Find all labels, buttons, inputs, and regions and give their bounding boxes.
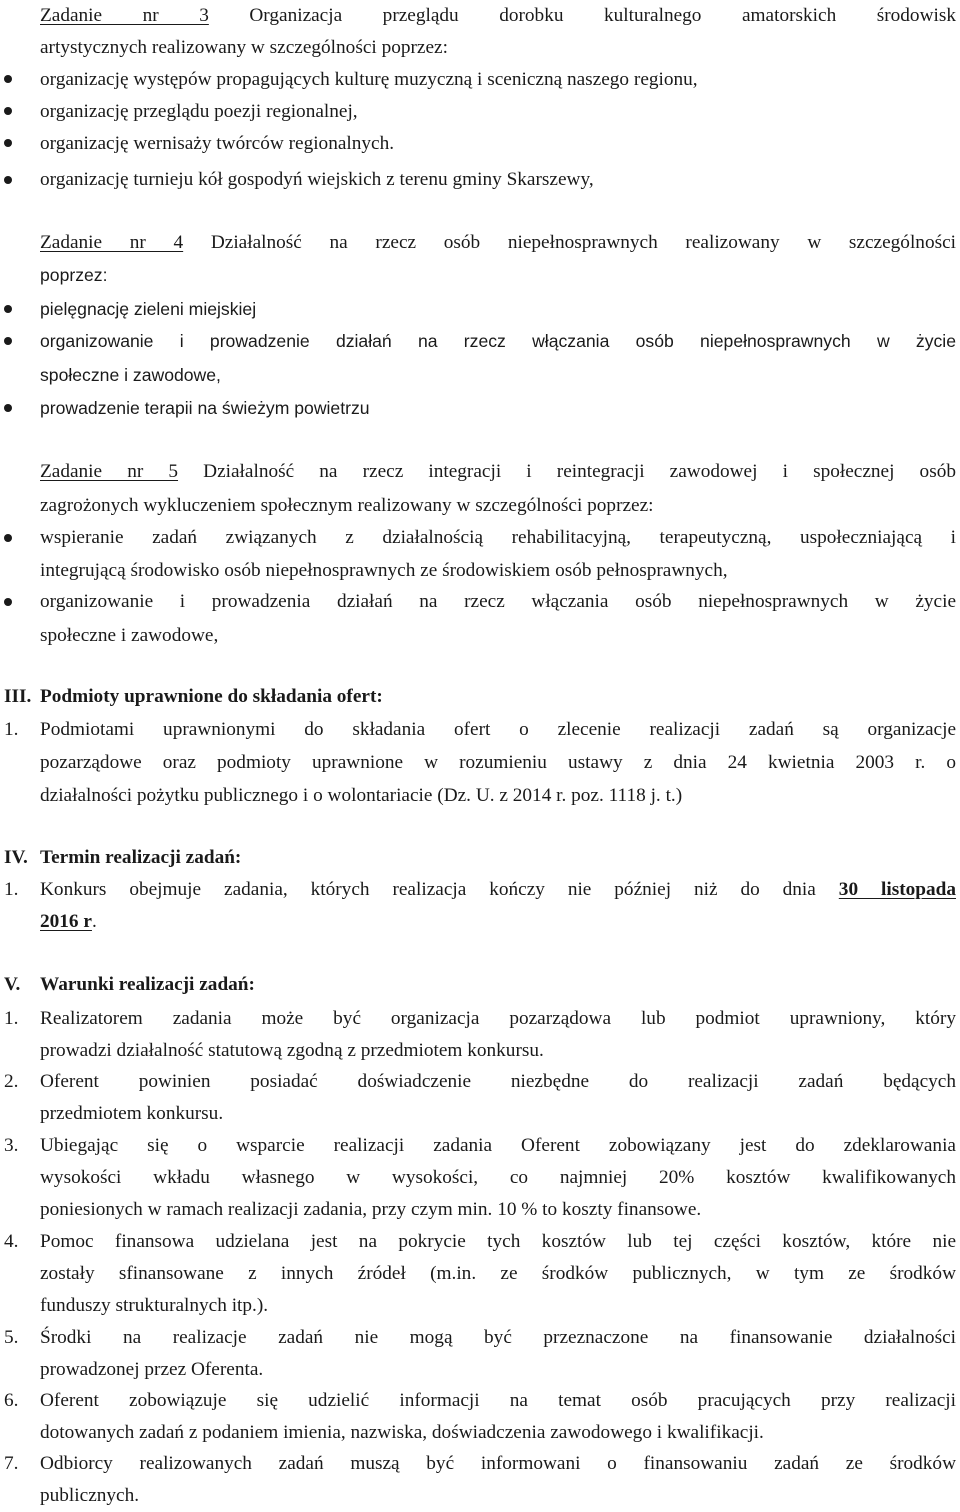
bullet-icon [4,326,14,358]
bullet-icon [4,393,14,425]
s4-point-1-line1 [40,874,956,906]
s5-point-1-line2: prowadzi działalność statutową zgodną z przedmiotem konkursu. [40,1040,544,1061]
s5-point-number: 5. [4,1327,19,1348]
s4-point-1-line2 [40,906,956,938]
s4-point-1-end: . [91,911,97,932]
section-3-title: Podmioty uprawnione do składania ofert: [40,686,383,707]
z4-label: Zadanie nr 4 [40,232,184,253]
z3-item-1: organizację występów propagujących kulturę muzyczną i sceniczną naszego regionu, [40,69,698,90]
section-5-title: Warunki realizacji zadań: [40,974,255,995]
z5-item-2-line1: organizowanie i prowadzenia działań na rzecz włączania osób niepełnosprawnych w życie [40,591,956,612]
s5-point-5-line1: Środki na realizacje zadań nie mogą być przeznaczone na finansowanie działalności [40,1327,956,1348]
s5-point-7-line1: Odbiorcy realizowanych zadań muszą być informowani o finansowaniu zadań ze środków [40,1453,956,1474]
z4-item-1: pielęgnację zieleni miejskiej [40,299,257,319]
bullet-icon [4,587,14,619]
z4-item-3: prowadzenie terapii na świeżym powietrzu [40,398,370,418]
s5-point-3-line2: wysokości wkładu własnego w wysokości, co najmniej 20% kosztów kwalifikowanych [40,1167,956,1188]
s5-point-number: 2. [4,1071,19,1092]
s5-point-4-line1: Pomoc finansowa udzielana jest na pokrycie tych kosztów lub tej części kosztów, które nie [40,1231,956,1252]
bullet-icon [4,96,14,128]
s5-point-number: 3. [4,1135,19,1156]
s5-point-number: 4. [4,1231,19,1252]
z3-item-4: organizację turnieju kół gospodyń wiejskich z terenu gminy Skarszewy, [40,169,594,190]
s5-point-7-line2: publicznych. [40,1485,140,1506]
s5-point-3-line1: Ubiegając się o wsparcie realizacji zadania Oferent zobowiązany jest do zdeklarowania [40,1135,956,1156]
bullet-icon [4,128,14,160]
section-3-number: III. [4,686,32,707]
s5-point-2-line1: Oferent powinien posiadać doświadczenie niezbędne do realizacji zadań będących [40,1071,956,1092]
s5-point-number: 7. [4,1453,19,1474]
s4-point-1-text: Konkurs obejmuje zadania, których realizacja kończy nie później niż do dnia [40,879,816,900]
bullet-icon [4,64,14,96]
section-5-number: V. [4,974,21,995]
s4-point-1-number: 1. [4,879,19,900]
z5-item-2-line2: społeczne i zawodowe, [40,625,219,646]
s5-point-number: 1. [4,1008,19,1029]
z5-heading-line [40,456,956,488]
section-4-title: Termin realizacji zadań: [40,847,242,868]
s5-point-number: 6. [4,1390,19,1411]
z4-line2: poprzez: [40,265,108,285]
s5-point-4-line3: funduszy strukturalnych itp.). [40,1295,269,1316]
z5-line2: zagrożonych wykluczeniem społecznym realizowany w szczególności poprzez: [40,495,654,516]
s3-point-1-line1: Podmiotami uprawnionymi do składania ofert o zlecenie realizacji zadań są organizacje [40,719,956,740]
s5-point-6-line1: Oferent zobowiązuje się udzielić informacji na temat osób pracujących przy realizacji [40,1390,956,1411]
z3-line2: artystycznych realizowany w szczególności poprzez: [40,37,448,58]
s5-point-3-line3: poniesionych w ramach realizacji zadania, przy czym min. 10 % to koszty finansowe. [40,1199,702,1220]
z4-line1: Działalność na rzecz osób niepełnosprawnych realizowany w szczególności [210,232,956,253]
bullet-icon [4,523,14,555]
s5-point-5-line2: prowadzonej przez Oferenta. [40,1359,264,1380]
z3-label: Zadanie nr 3 [40,5,209,26]
s3-point-1-line3: działalności pożytku publicznego i o wolontariacie (Dz. U. z 2014 r. poz. 1118 j. t.) [40,785,683,806]
z5-item-1-line1: wspieranie zadań związanych z działalnością rehabilitacyjną, terapeutyczną, uspołeczniającą i [40,527,956,548]
s5-point-1-line1: Realizatorem zadania może być organizacja pozarządowa lub podmiot uprawniony, który [40,1008,956,1029]
deadline-date-part2: 2016 r [40,911,92,932]
s5-point-6-line2: dotowanych zadań z podaniem imienia, nazwiska, doświadczenia zawodowego i kwalifikacji. [40,1422,764,1443]
s5-point-2-line2: przedmiotem konkursu. [40,1103,224,1124]
deadline-date-part1: 30 listopada [838,879,957,900]
z4-item-2-line2: społeczne i zawodowe, [40,365,221,385]
z4-heading-line [40,227,956,259]
z5-item-1-line2: integrującą środowisko osób niepełnosprawnych ze środowiskiem osób pełnosprawnych, [40,560,728,581]
s3-point-1-line2: pozarządowe oraz podmioty uprawnione w rozumieniu ustawy z dnia 24 kwietnia 2003 r. o [40,752,956,773]
z4-item-2-line1: organizowanie i prowadzenie działań na rzecz włączania osób niepełnosprawnych w życie [40,331,956,351]
section-4-number: IV. [4,847,28,868]
bullet-icon [4,165,14,197]
bullet-icon [4,294,14,326]
s3-point-1-number: 1. [4,719,19,740]
z5-line1: Działalność na rzecz integracji i reintegracji zawodowej i społecznej osób [203,461,956,482]
z3-line1: Organizacja przeglądu dorobku kulturalnego amatorskich środowisk [249,5,956,26]
z5-label: Zadanie nr 5 [40,461,179,482]
z3-item-2: organizację przeglądu poezji regionalnej, [40,101,358,122]
z3-item-3: organizację wernisaży twórców regionalnych. [40,133,395,154]
s5-point-4-line2: zostały sfinansowane z innych źródeł (m.in. ze środków publicznych, w tym ze środków [40,1263,956,1284]
z3-heading-line [40,0,956,32]
